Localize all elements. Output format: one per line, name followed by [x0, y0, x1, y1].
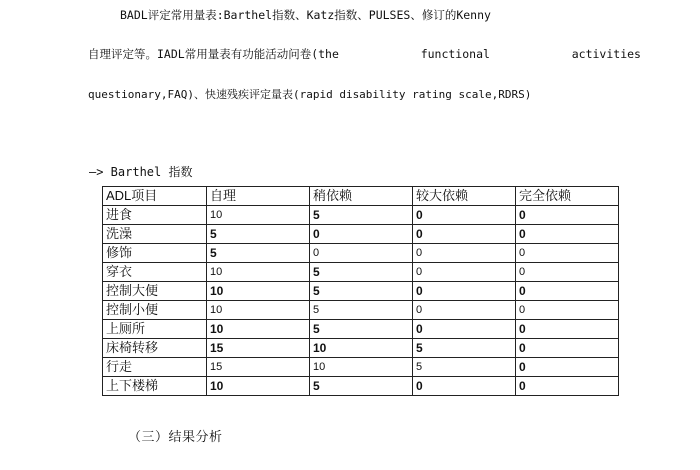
header-adl-item: ADL项目	[103, 187, 207, 206]
score-cell: 5	[413, 358, 516, 377]
adl-item-cell: 上下楼梯	[103, 377, 207, 396]
table-row	[103, 377, 619, 396]
table-row	[103, 320, 619, 339]
intro-line-2-part-1: 自理评定等。IADL常用量表有功能活动问卷(the	[88, 47, 339, 61]
adl-item-cell: 控制大便	[103, 282, 207, 301]
score-cell: 0	[516, 206, 619, 225]
score-cell: 15	[207, 358, 310, 377]
score-cell: 0	[516, 282, 619, 301]
score-cell: 0	[413, 377, 516, 396]
intro-line-1: BADL评定常用量表:Barthel指数、Katz指数、PULSES、修订的Kenny	[120, 8, 491, 22]
adl-item-cell: 穿衣	[103, 263, 207, 282]
score-cell: 15	[207, 339, 310, 358]
score-cell: 0	[413, 263, 516, 282]
table-row	[103, 339, 619, 358]
score-cell: 10	[207, 377, 310, 396]
score-cell: 10	[207, 206, 310, 225]
score-cell: 0	[413, 244, 516, 263]
score-cell: 10	[207, 320, 310, 339]
score-cell: 5	[310, 377, 413, 396]
adl-item-cell: 床椅转移	[103, 339, 207, 358]
table-row	[103, 206, 619, 225]
score-cell: 5	[310, 282, 413, 301]
intro-line-3: questionary,FAQ)、快速残疾评定量表(rapid disability rating scale,RDRS)	[88, 88, 532, 101]
intro-line-2	[88, 47, 641, 61]
score-cell: 0	[310, 244, 413, 263]
intro-line-2-part-2: functional	[420, 47, 490, 61]
score-cell: 5	[207, 244, 310, 263]
score-cell: 0	[516, 320, 619, 339]
adl-item-cell: 洗澡	[103, 225, 207, 244]
score-cell: 0	[310, 225, 413, 244]
adl-item-cell: 进食	[103, 206, 207, 225]
score-cell: 10	[207, 282, 310, 301]
adl-item-cell: 修饰	[103, 244, 207, 263]
barthel-table-body	[103, 187, 619, 396]
score-cell: 5	[207, 225, 310, 244]
score-cell: 0	[516, 301, 619, 320]
score-cell: 0	[516, 244, 619, 263]
score-cell: 5	[310, 263, 413, 282]
score-cell: 0	[413, 206, 516, 225]
score-cell: 0	[413, 301, 516, 320]
barthel-index-label: —> Barthel 指数	[89, 165, 193, 179]
score-cell: 0	[413, 282, 516, 301]
table-row	[103, 282, 619, 301]
score-cell: 10	[207, 301, 310, 320]
score-cell: 10	[310, 339, 413, 358]
adl-item-cell: 行走	[103, 358, 207, 377]
section-heading-results: （三）结果分析	[128, 430, 223, 445]
score-cell: 5	[310, 301, 413, 320]
score-cell: 5	[413, 339, 516, 358]
header-full-dependence: 完全依赖	[516, 187, 619, 206]
barthel-index-table	[102, 186, 619, 396]
table-row	[103, 263, 619, 282]
header-slight-dependence: 稍依赖	[310, 187, 413, 206]
intro-line-2-part-3: activities	[571, 47, 641, 61]
score-cell: 0	[516, 225, 619, 244]
adl-item-cell: 控制小便	[103, 301, 207, 320]
score-cell: 5	[310, 320, 413, 339]
table-row	[103, 244, 619, 263]
adl-item-cell: 上厕所	[103, 320, 207, 339]
score-cell: 0	[516, 339, 619, 358]
header-independent: 自理	[207, 187, 310, 206]
score-cell: 5	[310, 206, 413, 225]
score-cell: 0	[516, 263, 619, 282]
score-cell: 0	[413, 320, 516, 339]
score-cell: 0	[516, 377, 619, 396]
score-cell: 10	[207, 263, 310, 282]
table-header-row	[103, 187, 619, 206]
table-row	[103, 358, 619, 377]
score-cell: 0	[516, 358, 619, 377]
table-row	[103, 225, 619, 244]
table-row	[103, 301, 619, 320]
score-cell: 0	[413, 225, 516, 244]
header-moderate-dependence: 较大依赖	[413, 187, 516, 206]
score-cell: 10	[310, 358, 413, 377]
